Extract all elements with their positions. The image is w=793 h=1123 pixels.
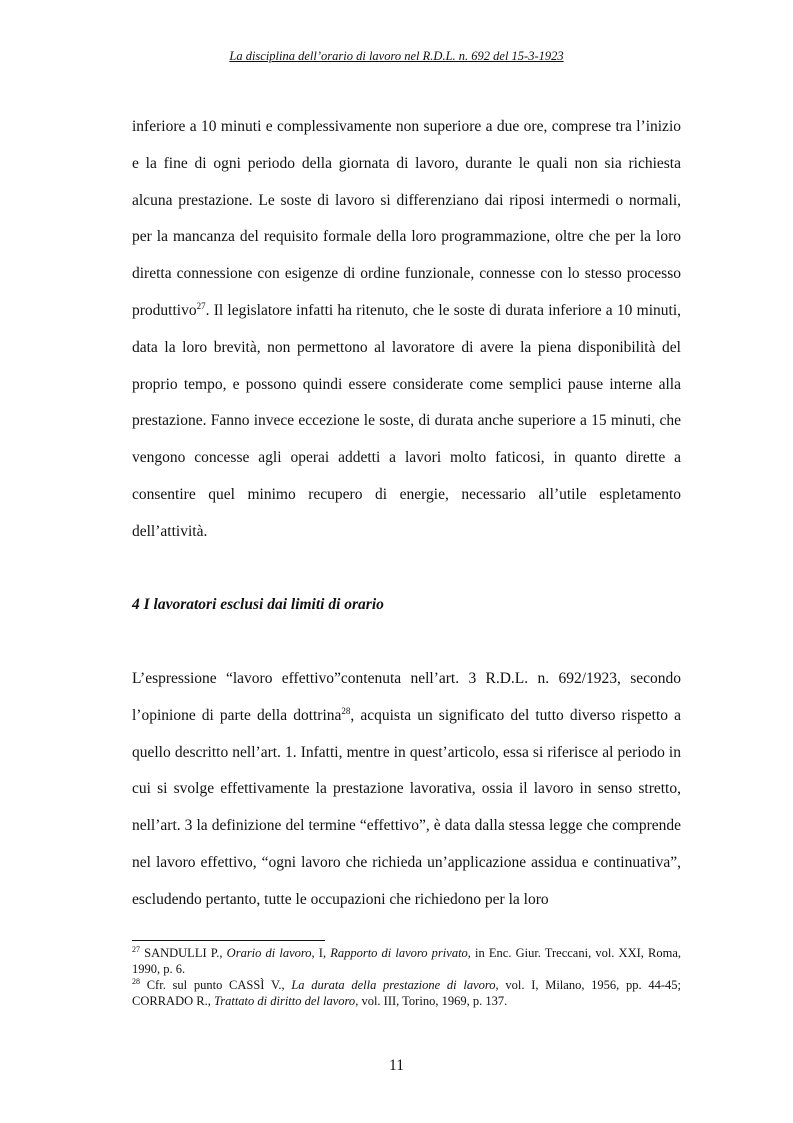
footnote-text: , vol. III, Torino, 1969, p. 137.	[355, 994, 508, 1008]
footnote-title: Trattato di diritto del lavoro	[213, 994, 356, 1008]
footnote-title: Orario di lavoro	[226, 946, 312, 960]
footnote-number: 27	[132, 944, 140, 954]
paragraph-text: . Il legislatore infatti ha ritenuto, che le soste di durata inferiore a 10 minuti, data la loro brevità, non permettono al lavoratore di avere la piena disponibilità del proprio tempo, e possono quindi essere considerate come semplici pause interne alla prestazione. Fanno invece eccezione le soste, di durata anche superiore a 15 minuti, che vengono concesse agli operai addetti a lavori molto faticosi, in quanto dirette a consentire quel minimo recupero di energie, necessario all’utile espletamento dell’attività.	[132, 301, 681, 540]
footnote-text: , I,	[311, 946, 331, 960]
body-text	[132, 109, 681, 919]
running-header: La disciplina dell’orario di lavoro nel R.D.L. n. 692 del 15-3-1923	[229, 49, 564, 63]
footnote-reference[interactable]: 28	[341, 705, 351, 716]
footnote-separator	[132, 940, 325, 941]
paragraph	[132, 661, 681, 919]
footnote-title: Rapporto di lavoro privato	[330, 946, 468, 960]
paragraph-text: L’espressione “lavoro effettivo”contenuta nell’art. 3 R.D.L. n. 692/1923, secondo l’opinione di parte della dottrina	[132, 669, 681, 724]
footnote-text: Cfr. sul punto CASSÌ V.,	[140, 978, 292, 992]
footnote-text: SANDULLI P.,	[140, 946, 227, 960]
footnotes	[132, 945, 681, 1009]
section-heading: 4 I lavoratori esclusi dai limiti di orario	[132, 596, 384, 614]
footnote-number: 28	[132, 976, 140, 986]
footnote-reference[interactable]: 27	[196, 300, 206, 311]
footnote	[132, 977, 681, 1009]
footnote-text: , vol. I, Milano, 1956, pp. 44-45; CORRADO R.,	[132, 978, 681, 1008]
page-number: 11	[389, 1057, 404, 1074]
paragraph-text: , acquista un significato del tutto diverso rispetto a quello descritto nell’art. 1. Infatti, mentre in quest’articolo, essa si riferisce al periodo in cui si svolge effettivamente la prestazione lavorativa, ossia il lavoro in senso stretto, nell’art. 3 la definizione del termine “effettivo”, è data dalla stessa legge che comprende nel lavoro effettivo, “ogni lavoro che richieda un’applicazione assidua e continuativa”, escludendo pertanto, tutte le occupazioni che richiedono per la loro	[132, 706, 681, 908]
footnote-text: , in Enc. Giur. Treccani, vol. XXI, Roma, 1990, p. 6.	[132, 946, 681, 976]
footnote-title: La durata della prestazione di lavoro	[291, 978, 496, 992]
paragraph-text: inferiore a 10 minuti e complessivamente non superiore a due ore, comprese tra l’inizio e la fine di ogni periodo della giornata di lavoro, durante le quali non sia richiesta alcuna prestazione. Le soste di lavoro si differenziano dai riposi intermedi o normali, per la mancanza del requisito formale della loro programmazione, oltre che per la loro diretta connessione con esigenze di ordine funzionale, connesse con lo stesso processo produttivo	[132, 118, 681, 319]
paragraph	[132, 109, 681, 551]
footnote	[132, 945, 681, 977]
